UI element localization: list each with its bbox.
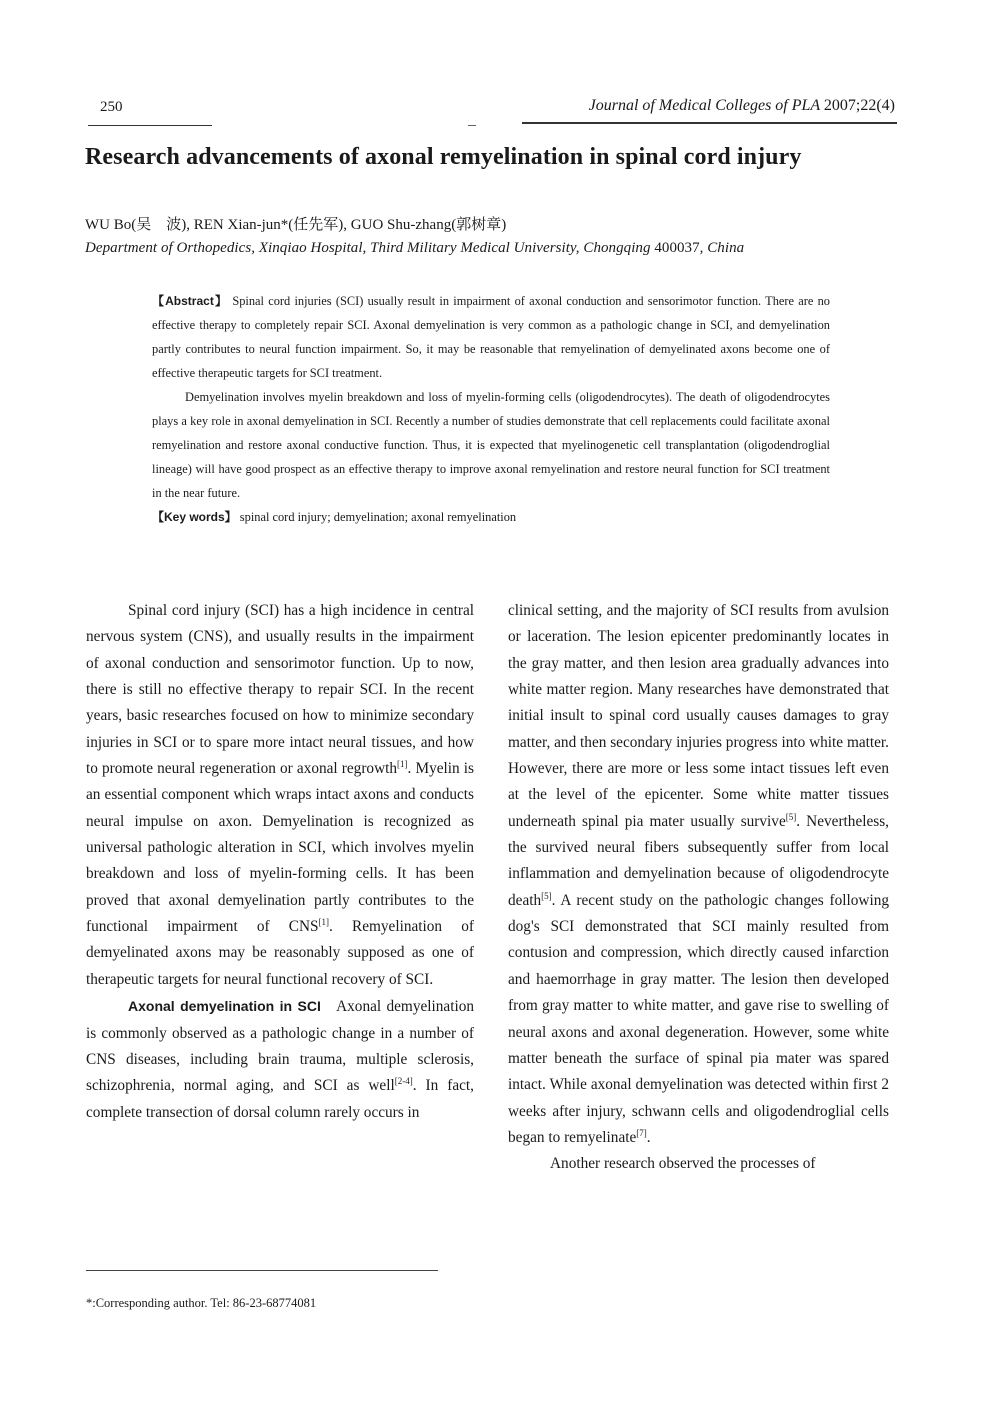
keywords — [152, 505, 830, 529]
journal-header — [589, 97, 895, 115]
journal-volume: 2007;22(4) — [823, 97, 895, 114]
keywords-text: spinal cord injury; demyelination; axonal remyelination — [239, 510, 517, 524]
footnote: *:Corresponding author. Tel: 86-23-68774081 — [86, 1296, 317, 1310]
author-list: WU Bo(吴 波), REN Xian-jun*(任先军), GUO Shu-zhang(郭树章) — [85, 217, 507, 233]
affiliation — [85, 240, 744, 257]
citation: [1] — [397, 758, 408, 769]
country: , China — [699, 240, 745, 256]
header-rule-left — [88, 125, 212, 126]
body-paragraph — [86, 993, 474, 1126]
abstract-paragraph-1 — [152, 289, 830, 385]
body-text: . Nevertheless, the survived neural fibers subsequently suffer from local inflammation and demyelination because of oligodendrocyte death — [508, 812, 890, 909]
citation: [5] — [785, 811, 797, 822]
journal-name: Journal of Medical Colleges of PLA — [588, 97, 820, 114]
postcode: 400037 — [654, 240, 700, 256]
body-text: . Myelin is an essential component which wraps intact axons and conducts neural impulse on axon. Demyelination is recognized as universal pathologic alteration in SCI, which involves myelin breakdown and loss of myelin-forming cells. It has been proved that axonal demyelination partly contributes to the functional impairment of CNS — [86, 760, 474, 936]
header-rule-dash — [468, 125, 476, 126]
page-number: 250 — [100, 99, 123, 115]
body-column-right — [508, 598, 889, 1178]
abstract-text-1: Spinal cord injuries (SCI) usually result in impairment of axonal conduction and sensorimotor function. There are no effective therapy to completely repair SCI. Axonal demyelination is very common as a pathologic change in SCI, and demyelination partly contributes to neural function impairment. So, it may be reasonable that remyelination of demyelinated axons become one of effective therapeutic targets for SCI treatment. — [152, 294, 830, 380]
paper-title: Research advancements of axonal remyelination in spinal cord injury — [85, 144, 802, 170]
citation: [2-4] — [394, 1076, 413, 1087]
citation: [5] — [541, 890, 552, 901]
body-paragraph: Another research observed the processes of — [550, 1155, 816, 1173]
citation: [1] — [318, 917, 330, 928]
body-text: . In fact, complete transection of dorsal column rarely occurs in — [86, 1077, 474, 1121]
body-column-left — [86, 598, 474, 1126]
body-paragraph — [508, 598, 889, 1151]
abstract-label: 【Abstract】 — [152, 294, 229, 308]
body-paragraph — [86, 598, 474, 993]
body-text: . — [646, 1128, 651, 1146]
affiliation-text: Department of Orthopedics, Xinqiao Hospital, Third Military Medical University, Chongqing — [85, 240, 651, 256]
abstract-block — [152, 289, 830, 529]
citation: [7] — [636, 1127, 647, 1138]
footnote-rule — [86, 1270, 438, 1271]
body-text: . Remyelination of demyelinated axons may be reasonably supposed as one of therapeutic targets for neural functional recovery of SCI. — [86, 918, 474, 988]
body-text: clinical setting, and the majority of SCI results from avulsion or laceration. The lesion epicenter predominantly locates in the gray matter, and then lesion area gradually advances into white matter region. Many researches have demonstrated that initial insult to spinal cord usually causes damages to gray matter, and then secondary injuries progress into white matter. However, there are more or less some intact tissues left even at the level of the epicenter. Some white matter tissues underneath spinal pia mater usually survive — [508, 602, 889, 830]
keywords-label: 【Key words】 — [152, 510, 237, 524]
body-text: . A recent study on the pathologic changes following dog's SCI demonstrated that SCI mainly resulted from contusion and compression, which directly caused infarction and haemorrhage in gray matter. The lesion then developed from gray matter to white matter, and gave rise to swelling of neural axons and axonal degeneration. However, some white matter beneath the surface of spinal pia mater was spared intact. While axonal demyelination was detected within first 2 weeks after injury, schwann cells and oligodendroglial cells began to remyelinate — [508, 891, 889, 1146]
header-rule-right — [522, 122, 897, 124]
abstract-paragraph-2: Demyelination involves myelin breakdown and loss of myelin-forming cells (oligodendrocytes). The death of oligodendrocytes plays a key role in axonal demyelination in SCI. Recently a number of studies demonstrate that cell replacements could facilitate axonal remyelination and restore axonal conductive function. Thus, it is expected that myelinogenetic cell transplantation (oligodendroglial lineage) will have good prospect as an effective therapy to improve axonal remyelination and restore neural function for SCI treatment in the near future. — [152, 390, 830, 500]
body-text: Axonal demyelination is commonly observed as a pathologic change in a number of CNS diseases, including brain trauma, multiple sclerosis, schizophrenia, normal aging, and SCI as well — [86, 998, 474, 1095]
section-heading: Axonal demyelination in SCI — [128, 998, 321, 1015]
body-text: Spinal cord injury (SCI) has a high incidence in central nervous system (CNS), and usually results in the impairment of axonal conduction and sensorimotor function. Up to now, there is still no effective therapy to repair SCI. In the recent years, basic researches focused on how to minimize secondary injuries in SCI or to spare more intact neural tissues, and how to promote neural regeneration or axonal regrowth — [86, 602, 474, 778]
